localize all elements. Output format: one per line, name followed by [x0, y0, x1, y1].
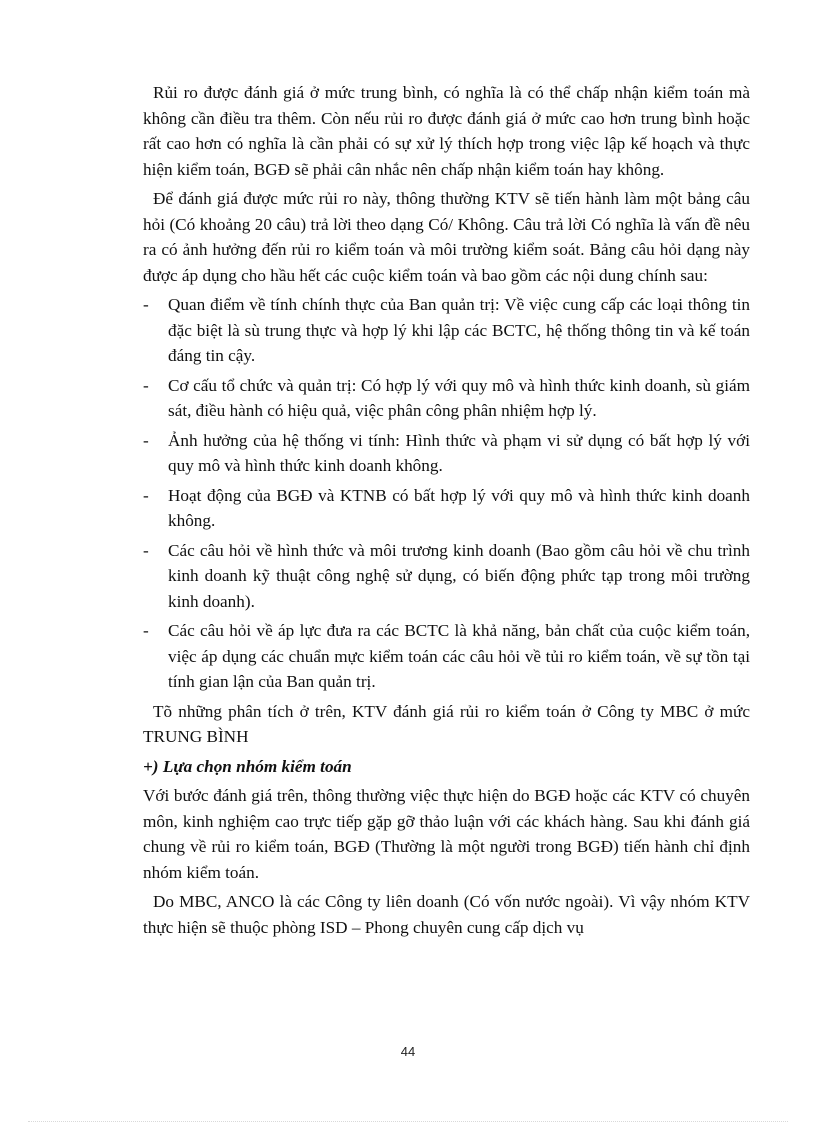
- paragraph: Với bước đánh giá trên, thông thường việc thực hiện do BGĐ hoặc các KTV có chuyên môn, kinh nghiệm cao trực tiếp gặp gỡ thảo luận với các khách hàng. Sau khi đánh giá chung về rủi ro kiểm toán, BGĐ (Thường là một người trong BGĐ) tiến hành chỉ định nhóm kiểm toán.: [143, 786, 750, 882]
- list-item-text: Hoạt động của BGĐ và KTNB có bất hợp lý với quy mô và hình thức kinh doanh không.: [168, 485, 750, 530]
- list-item: [143, 618, 750, 695]
- list-item-text: Các câu hỏi về hình thức và môi trương kinh doanh (Bao gồm câu hỏi về chu trình kinh doanh kỹ thuật công nghệ sử dụng, có biến động phức tạp trong môi trường kinh doanh).: [168, 540, 750, 611]
- paragraph: Rủi ro được đánh giá ở mức trung bình, có nghĩa là có thể chấp nhận kiểm toán mà không cần điều tra thêm. Còn nếu rủi ro được đánh giá ở mức cao hơn trung bình hoặc rất cao hơn có nghĩa là cần phải có sự xử lý thích hợp trong việc lập kế hoạch và thực hiện kiểm toán, BGĐ sẽ phải cân nhắc nên chấp nhận kiểm toán hay không.: [143, 83, 750, 179]
- list-item: [143, 292, 750, 369]
- list-item-text: Ảnh hưởng của hệ thống vi tính: Hình thức và phạm vi sử dụng có bất hợp lý với quy mô và hình thức kinh doanh không.: [168, 430, 750, 475]
- page-number: 44: [400, 1044, 416, 1059]
- bullet-marker: -: [143, 485, 149, 505]
- list-item: [143, 483, 750, 534]
- bullet-list: [143, 292, 750, 695]
- paragraph: Do MBC, ANCO là các Công ty liên doanh (Có vốn nước ngoài). Vì vậy nhóm KTV thực hiện sẽ thuộc phòng ISD – Phong chuyên cung cấp dịch vụ: [143, 892, 750, 937]
- footer-divider: [28, 1121, 788, 1122]
- list-item: [143, 428, 750, 479]
- list-item: [143, 538, 750, 615]
- document-body: [143, 80, 750, 944]
- bullet-marker: -: [143, 540, 149, 560]
- list-item-text: Các câu hỏi về áp lực đưa ra các BCTC là khả năng, bản chất của cuộc kiểm toán, việc áp dụng các chuẩn mực kiểm toán các câu hỏi về tủi ro kiểm toán, về sự tồn tại tính gian lận của Ban quản trị.: [168, 621, 750, 691]
- list-item-text: Quan điểm về tính chính thực của Ban quản trị: Về việc cung cấp các loại thông tin đặc biệt là sù trung thực và hợp lý khi lập các BCTC, hệ thống thông tin và kế toán đáng tin cậy.: [168, 295, 750, 365]
- list-item: [143, 373, 750, 424]
- bullet-marker: -: [143, 375, 149, 395]
- conclusion-paragraph: Tõ những phân tích ở trên, KTV đánh giá rủi ro kiểm toán ở Công ty MBC ở mức TRUNG BÌNH: [143, 701, 750, 746]
- bullet-marker: -: [143, 430, 149, 450]
- bullet-marker: -: [143, 621, 149, 640]
- bullet-marker: -: [143, 295, 149, 314]
- list-item-text: Cơ cấu tổ chức và quản trị: Có hợp lý với quy mô và hình thức kinh doanh, sù giám sát, điều hành có hiệu quả, việc phân công phân nhiệm hợp lý.: [168, 375, 750, 420]
- paragraph: Để đánh giá được mức rủi ro này, thông thường KTV sẽ tiến hành làm một bảng câu hỏi (Có khoảng 20 câu) trả lời theo dạng Có/ Không. Câu trả lời Có nghĩa là vấn đề nêu ra có ảnh hưởng đến rủi ro kiểm toán và môi trường kiểm soát. Bảng câu hỏi dạng này được áp dụng cho hầu hết các cuộc kiểm toán và bao gồm các nội dung chính sau:: [143, 189, 750, 285]
- section-heading: +) Lựa chọn nhóm kiểm toán: [143, 756, 352, 776]
